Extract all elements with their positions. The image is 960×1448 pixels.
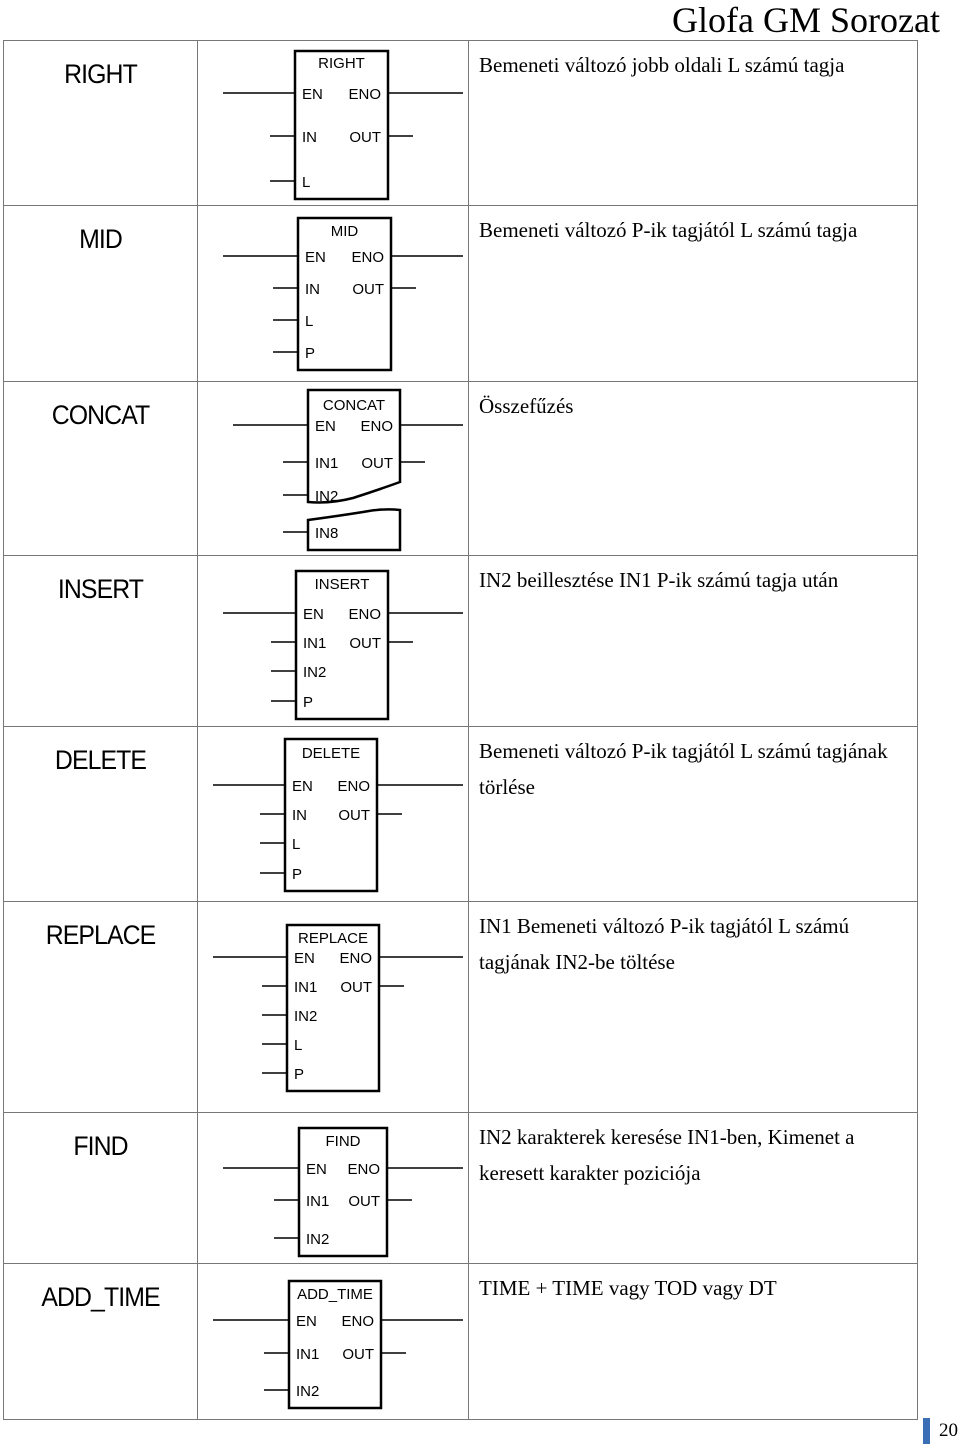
output-pin-label: OUT (349, 129, 381, 146)
function-row (4, 556, 918, 727)
function-name: INSERT (57, 574, 144, 604)
function-block-diagram (198, 1264, 468, 1420)
function-row (4, 902, 918, 1113)
function-name: REPLACE (45, 920, 156, 950)
function-block-diagram-cell (198, 206, 469, 382)
function-name-cell (4, 1113, 198, 1264)
function-row (4, 1264, 918, 1420)
input-pin-label: P (292, 866, 303, 883)
output-pin-label: ENO (348, 606, 381, 623)
function-block-diagram (198, 556, 468, 727)
input-pin-label: IN2 (306, 1231, 330, 1248)
output-pin-label: OUT (348, 1193, 380, 1210)
output-pin-label: OUT (352, 281, 384, 298)
function-description-cell (469, 382, 918, 556)
function-name: CONCAT (51, 400, 150, 430)
function-name-cell (4, 1264, 198, 1420)
output-pin-label: ENO (348, 86, 381, 103)
function-block-title: INSERT (314, 576, 370, 593)
function-description: IN2 beillesztése IN1 P-ik számú tagja után (479, 568, 839, 592)
function-name-cell (4, 382, 198, 556)
page-header-title: Glofa GM Sorozat (672, 0, 940, 40)
function-description: TIME + TIME vagy TOD vagy DT (479, 1276, 777, 1300)
function-description-cell (469, 902, 918, 1113)
function-name-cell (4, 727, 198, 902)
input-pin-label: L (302, 174, 311, 191)
input-pin-label: EN (302, 86, 323, 103)
input-pin-label: IN1 (294, 979, 318, 996)
function-block-diagram (198, 1113, 468, 1264)
function-block-diagram-cell (198, 556, 469, 727)
function-table (3, 40, 918, 1420)
input-pin-label: IN2 (303, 664, 327, 681)
input-pin-label: IN (302, 129, 317, 146)
input-pin-label: IN2 (315, 488, 339, 505)
input-pin-label: EN (292, 778, 313, 795)
input-pin-label: IN2 (296, 1383, 320, 1400)
output-pin-label: ENO (337, 778, 370, 795)
output-pin-label: OUT (361, 455, 393, 472)
function-row (4, 41, 918, 206)
function-block-diagram (198, 727, 468, 902)
function-description-cell (469, 41, 918, 206)
function-block-diagram-cell (198, 1264, 469, 1420)
function-block-title: REPLACE (297, 930, 369, 947)
function-block-title: ADD_TIME (297, 1286, 373, 1303)
function-description-cell (469, 727, 918, 902)
input-pin-label: IN (292, 807, 307, 824)
function-block-diagram (198, 206, 468, 382)
input-pin-label: IN1 (303, 635, 327, 652)
function-name: DELETE (54, 745, 147, 775)
output-pin-label: ENO (339, 950, 372, 967)
input-pin-label: EN (306, 1161, 327, 1178)
output-pin-label: OUT (342, 1346, 374, 1363)
function-block-diagram (198, 902, 468, 1113)
function-block-title: FIND (325, 1133, 361, 1150)
input-pin-label: P (305, 345, 316, 362)
input-pin-label: P (303, 694, 314, 711)
input-pin-label: IN (305, 281, 320, 298)
output-pin-label: ENO (351, 249, 384, 266)
function-block-title: DELETE (301, 745, 361, 762)
function-block-title: MID (330, 223, 359, 240)
function-block-diagram (198, 41, 468, 206)
function-name: FIND (73, 1131, 128, 1161)
function-description: IN2 karakterek keresése IN1-ben, Kimenet a keresett karakter poziciója (479, 1125, 855, 1185)
function-name: RIGHT (64, 59, 137, 89)
function-description-cell (469, 206, 918, 382)
output-pin-label: ENO (341, 1313, 374, 1330)
function-block-title: RIGHT (318, 55, 365, 72)
input-pin-label: P (294, 1066, 305, 1083)
function-row (4, 1113, 918, 1264)
function-name-cell (4, 41, 198, 206)
function-block-diagram (198, 382, 468, 556)
output-pin-label: OUT (340, 979, 372, 996)
function-description: IN1 Bemeneti változó P-ik tagjától L számú tagjának IN2-be töltése (479, 914, 850, 974)
function-description-cell (469, 1113, 918, 1264)
function-row (4, 206, 918, 382)
input-pin-label: L (292, 836, 301, 853)
input-pin-label: EN (305, 249, 326, 266)
input-pin-label: IN8 (315, 525, 339, 542)
input-pin-label: EN (303, 606, 324, 623)
input-pin-label: EN (315, 418, 336, 435)
input-pin-label: L (294, 1037, 303, 1054)
function-name: ADD_TIME (41, 1282, 160, 1312)
function-block-diagram-cell (198, 382, 469, 556)
function-row (4, 727, 918, 902)
function-description-cell (469, 556, 918, 727)
input-pin-label: EN (294, 950, 315, 967)
input-pin-label: IN1 (296, 1346, 320, 1363)
output-pin-label: ENO (347, 1161, 380, 1178)
function-name: MID (79, 224, 122, 254)
input-pin-label: EN (296, 1313, 317, 1330)
function-name-cell (4, 556, 198, 727)
function-block-title: CONCAT (322, 397, 386, 414)
function-block-diagram-cell (198, 902, 469, 1113)
output-pin-label: OUT (338, 807, 370, 824)
input-pin-label: IN1 (315, 455, 339, 472)
function-description: Bemeneti változó P-ik tagjától L számú tagja (479, 218, 858, 242)
page-number: 20 (939, 1420, 958, 1441)
output-pin-label: OUT (349, 635, 381, 652)
function-description-cell (469, 1264, 918, 1420)
input-pin-label: IN2 (294, 1008, 318, 1025)
function-block-diagram-cell (198, 727, 469, 902)
function-description: Bemeneti változó jobb oldali L számú tagja (479, 53, 845, 77)
function-block-diagram-cell (198, 41, 469, 206)
function-description: Összefűzés (479, 394, 574, 418)
function-description: Bemeneti változó P-ik tagjától L számú tagjának törlése (479, 739, 888, 799)
function-row (4, 382, 918, 556)
function-name-cell (4, 206, 198, 382)
function-block-diagram-cell (198, 1113, 469, 1264)
function-name-cell (4, 902, 198, 1113)
input-pin-label: IN1 (306, 1193, 330, 1210)
input-pin-label: L (305, 313, 314, 330)
output-pin-label: ENO (360, 418, 393, 435)
